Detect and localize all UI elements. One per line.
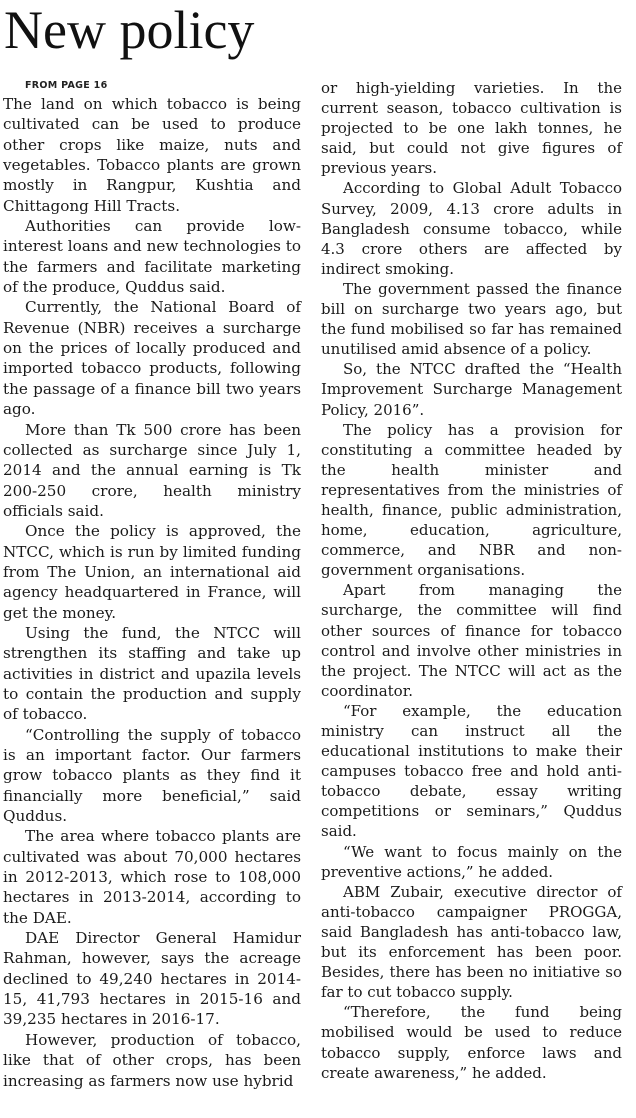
paragraph: “Therefore, the fund being mobilised would be used to reduce tobacco supply, enforce laws and create awareness,” he added. xyxy=(321,1003,622,1082)
paragraph: “Controlling the supply of tobacco is an important factor. Our farmers grow tobacco plants as they find it financially more beneficial,” said Quddus. xyxy=(3,725,301,826)
paragraph: Using the fund, the NTCC will strengthen its staffing and take up activities in district and upazila levels to contain the production and supply of tobacco. xyxy=(3,623,301,724)
paragraph: So, the NTCC drafted the “Health Improvement Surcharge Management Policy, 2016”. xyxy=(321,360,622,419)
article-headline: New policy xyxy=(4,0,255,60)
paragraph: According to Global Adult Tobacco Survey, 2009, 4.13 crore adults in Bangladesh consume tobacco, while 4.3 crore others are affected by indirect smoking. xyxy=(321,179,622,278)
paragraph: DAE Director General Hamidur Rahman, however, says the acreage declined to 49,240 hectares in 2014-15, 41,793 hectares in 2015-16 and 39,235 hectares in 2016-17. xyxy=(3,929,301,1029)
paragraph: Authorities can provide low-interest loans and new technologies to the farmers and facilitate marketing of the produce, Quddus said. xyxy=(3,217,301,297)
paragraph: The policy has a provision for constituting a committee headed by the health minister and representatives from the ministries of health, finance, public administration, home, education, agriculture, commerce, and NBR and non-government organisations. xyxy=(321,420,622,580)
article-column-right xyxy=(321,78,622,1083)
paragraph: Apart from managing the surcharge, the committee will find other sources of finance for tobacco control and involve other ministries in the project. The NTCC will act as the coordinator. xyxy=(321,581,622,700)
paragraph: However, production of tobacco, like that of other crops, has been increasing as farmers now use hybrid xyxy=(3,1030,301,1090)
paragraph: “We want to focus mainly on the preventive actions,” he added. xyxy=(321,842,622,881)
paragraph: The land on which tobacco is being cultivated can be used to produce other crops like maize, nuts and vegetables. Tobacco plants are grown mostly in Rangpur, Kushtia and Chittagong Hill Tracts. xyxy=(3,95,301,215)
paragraph: or high-yielding varieties. In the current season, tobacco cultivation is projected to be one lakh tonnes, he said, but could not give figures of previous years. xyxy=(321,79,622,178)
paragraph: More than Tk 500 crore has been collected as surcharge since July 1, 2014 and the annual earning is Tk 200-250 crore, health ministry officials said. xyxy=(3,420,301,520)
paragraph: Once the policy is approved, the NTCC, which is run by limited funding from The Union, an international aid agency headquartered in France, will get the money. xyxy=(3,522,301,622)
paragraph: “For example, the education ministry can instruct all the educational institutions to make their campuses tobacco free and hold anti-tobacco debate, essay writing competitions or seminars,” Quddus said. xyxy=(321,701,622,841)
paragraph: The area where tobacco plants are cultivated was about 70,000 hectares in 2012-2013, which rose to 108,000 hectares in 2013-2014, according to the DAE. xyxy=(3,827,301,927)
paragraph: Currently, the National Board of Revenue (NBR) receives a surcharge on the prices of locally produced and imported tobacco products, following the passage of a finance bill two years ago. xyxy=(3,298,301,419)
paragraph: ABM Zubair, executive director of anti-tobacco campaigner PROGGA, said Bangladesh has anti-tobacco law, but its enforcement has been poor. Besides, there has been no initiative so far to cut tobacco supply. xyxy=(321,882,622,1002)
article-column-left xyxy=(3,78,301,1091)
paragraph: The government passed the finance bill on surcharge two years ago, but the fund mobilised so far has remained unutilised amid absence of a policy. xyxy=(321,279,622,359)
jump-line-label: FROM PAGE 16 xyxy=(25,80,108,91)
